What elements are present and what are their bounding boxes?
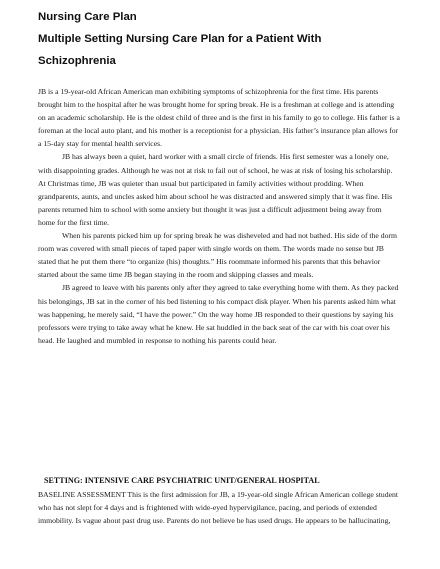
baseline-assessment	[38, 488, 400, 527]
paragraph-spring-break: When his parents picked him up for spring break he was disheveled and had not bathed. His side of the dorm room was covered with small pieces of taped paper with single words on them. The words made no sense but JB stated that he put them there “to organize (his) thoughts.” His roommate informed his parents that this behavior started about the same time JB began staying in the room and skipping classes and meals.	[38, 231, 397, 280]
setting-heading-text: SETTING: INTENSIVE CARE PSYCHIATRIC UNIT/GENERAL HOSPITAL	[44, 476, 320, 485]
paragraph-introduction: JB is a 19-year-old African American man exhibiting symptoms of schizophrenia for the first time. His parents brought him to the hospital after he was brought home for spring break. He is a freshman at college and is attending on an academic scholarship. He is the oldest child of three and is the first in his family to go to college. His father is a foreman at the local auto plant, and his mother is a receptionist for a physician. His father’s insurance plan allows for a 15-day stay for mental health services.	[38, 87, 400, 149]
document-subtitle-line2: Schizophrenia	[38, 55, 116, 67]
baseline-assessment-text: BASELINE ASSESSMENT This is the first admission for JB, a 19-year-old single African American college student who has not slept for 4 days and is frightened with wide-eyed hypervigilance, pacing, and periods of extended immobility. Is vague about past drug use. Parents do not believe he has used drugs. He appears to be hallucinating,	[38, 490, 398, 526]
paragraph-trip-home: JB agreed to leave with his parents only after they agreed to take everything home with them. As they packed his belongings, JB sat in the corner of his bed listening to his compact disk player. When his parents asked him what was happening, he merely said, “I have the power.” On the way home JB responded to their questions by saying his professors were trying to take away what he knew. He sat huddled in the back seat of the car with his coat over his head. He laughed and mumbled in response to nothing his parents could hear.	[38, 283, 399, 345]
setting-heading	[38, 476, 400, 485]
paragraph-history: JB has always been a quiet, hard worker with a small circle of friends. His first semester was a lonely one, with disappointing grades. Although he was not at risk to fail out of school, he was at risk of losing his scholarship. At Christmas time, JB was quieter than usual but participated in family activities without prodding. When grandparents, aunts, and uncles asked him about school he was distracted and answered simply that it was fine. His parents returned him to school with some anxiety but thought it was just a difficult adjustment being away from home for the first time.	[38, 152, 393, 227]
document-subtitle-line1: Multiple Setting Nursing Care Plan for a Patient With	[38, 33, 322, 45]
document-title: Nursing Care Plan	[38, 11, 137, 23]
case-narrative	[38, 85, 400, 347]
